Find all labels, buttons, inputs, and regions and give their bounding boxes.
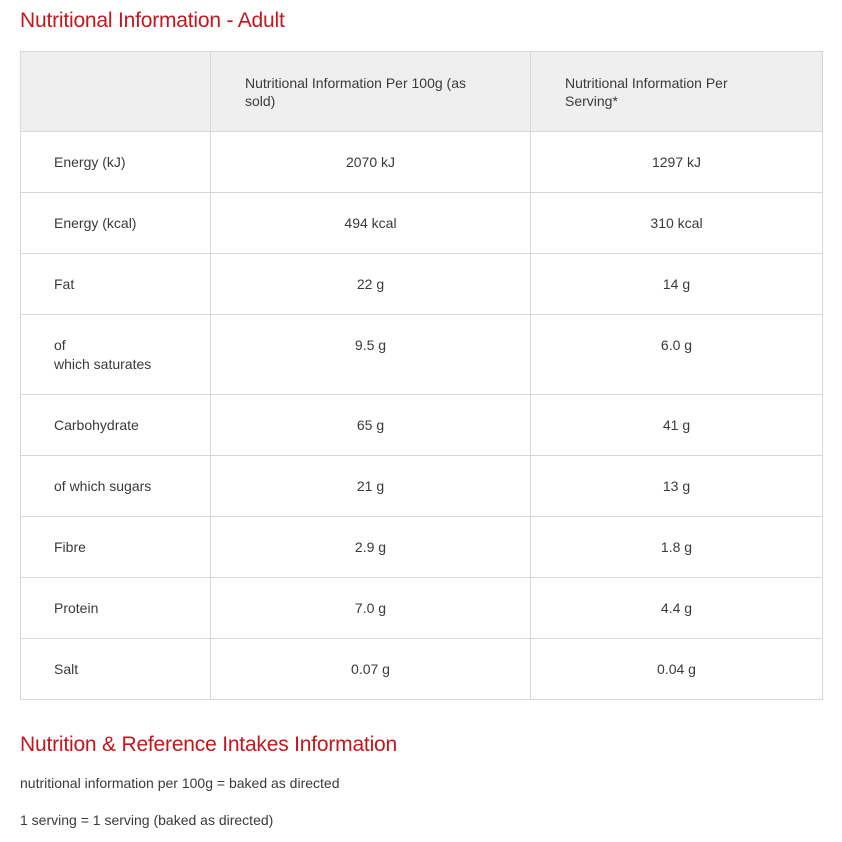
- row-label-line-2: which saturates: [54, 356, 152, 372]
- cell-per-serving: 310 kcal: [531, 193, 823, 254]
- cell-per-100g: 65 g: [211, 395, 531, 456]
- table-row-energy-kcal: [21, 193, 823, 254]
- row-label: Energy (kcal): [21, 193, 211, 254]
- row-label-line-1: of: [54, 337, 66, 353]
- table-row-sugars: [21, 456, 823, 517]
- row-label: of which sugars: [21, 456, 211, 517]
- table-row-protein: [21, 578, 823, 639]
- per-100g-note: nutritional information per 100g = baked as directed: [20, 775, 340, 791]
- cell-per-serving: 6.0 g: [531, 315, 823, 395]
- cell-per-serving: 4.4 g: [531, 578, 823, 639]
- row-label: Salt: [21, 639, 211, 700]
- row-label: [21, 315, 211, 395]
- row-label: Protein: [21, 578, 211, 639]
- table-row-fibre: [21, 517, 823, 578]
- serving-note: 1 serving = 1 serving (baked as directed): [20, 812, 274, 828]
- table-row-fat: [21, 254, 823, 315]
- reference-section-title: Nutrition & Reference Intakes Information: [20, 733, 397, 756]
- table-row-salt: [21, 639, 823, 700]
- cell-per-100g: 2.9 g: [211, 517, 531, 578]
- cell-per-100g: 2070 kJ: [211, 132, 531, 193]
- cell-per-serving: 41 g: [531, 395, 823, 456]
- cell-per-serving: 0.04 g: [531, 639, 823, 700]
- row-label: Energy (kJ): [21, 132, 211, 193]
- cell-per-100g: 22 g: [211, 254, 531, 315]
- cell-per-serving: 13 g: [531, 456, 823, 517]
- row-label: Carbohydrate: [21, 395, 211, 456]
- nutrition-section-title: Nutritional Information - Adult: [20, 9, 285, 32]
- table-body: [21, 132, 823, 700]
- table-row-carbohydrate: [21, 395, 823, 456]
- table-row-energy-kj: [21, 132, 823, 193]
- table-header-row: [21, 52, 823, 132]
- cell-per-serving: 1297 kJ: [531, 132, 823, 193]
- header-per-serving: Nutritional Information Per Serving*: [531, 52, 823, 132]
- cell-per-100g: 0.07 g: [211, 639, 531, 700]
- table-row-saturates: [21, 315, 823, 395]
- cell-per-100g: 7.0 g: [211, 578, 531, 639]
- row-label: Fibre: [21, 517, 211, 578]
- row-label: Fat: [21, 254, 211, 315]
- table-header: [21, 52, 823, 132]
- header-per-100g: Nutritional Information Per 100g (as sold): [211, 52, 531, 132]
- cell-per-serving: 1.8 g: [531, 517, 823, 578]
- cell-per-serving: 14 g: [531, 254, 823, 315]
- nutrition-table: [20, 51, 823, 700]
- cell-per-100g: 494 kcal: [211, 193, 531, 254]
- cell-per-100g: 9.5 g: [211, 315, 531, 395]
- cell-per-100g: 21 g: [211, 456, 531, 517]
- header-blank-cell: [21, 52, 211, 132]
